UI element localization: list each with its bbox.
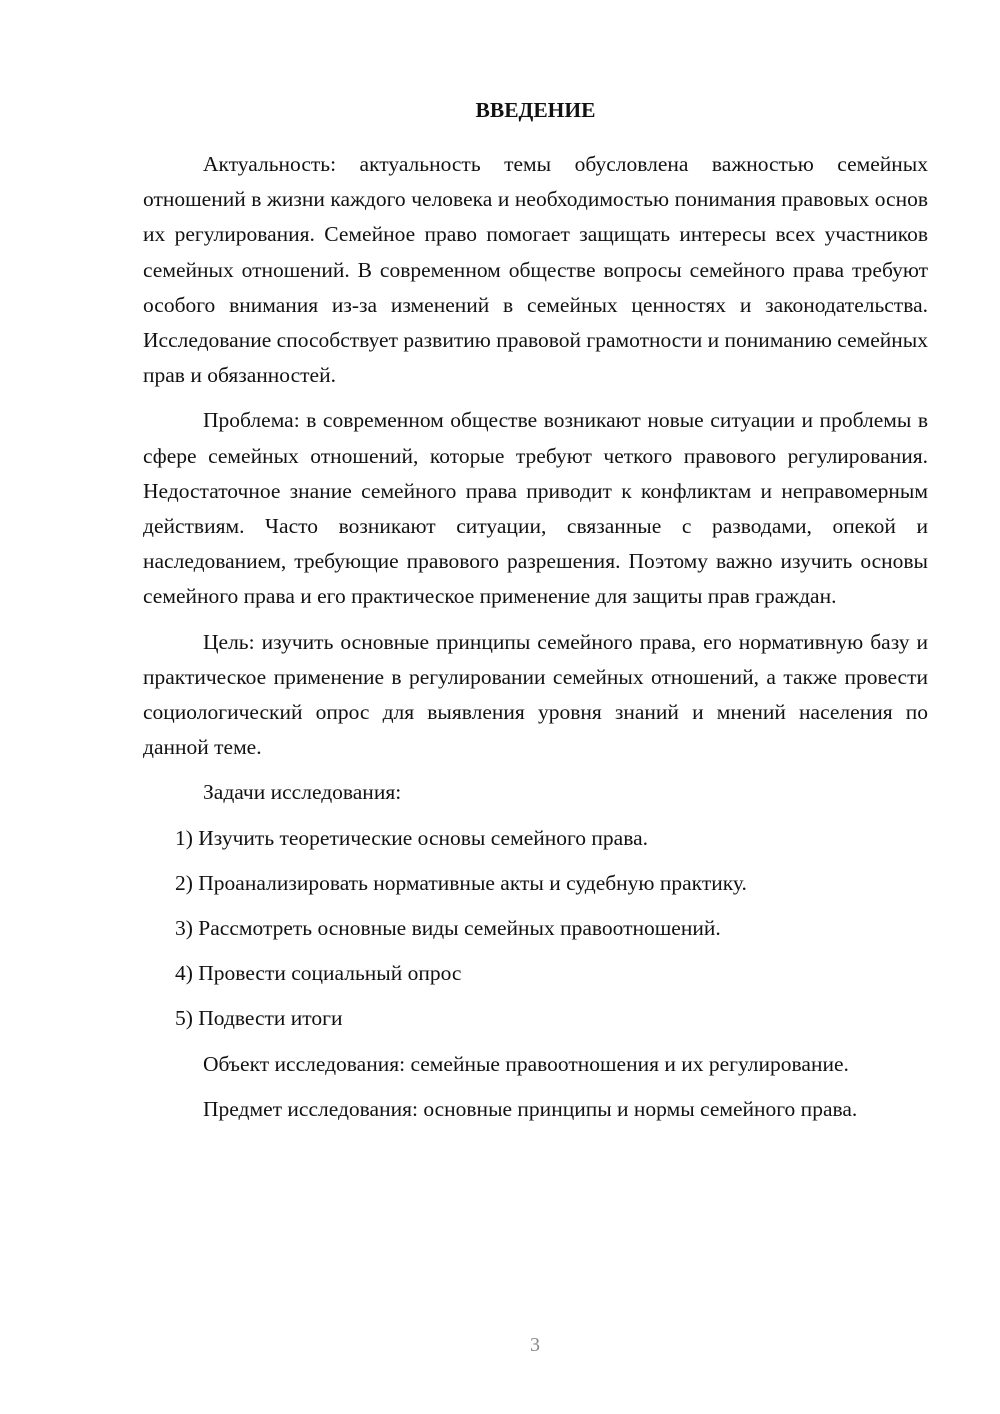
subject-paragraph: Предмет исследования: основные принципы и нормы семейного права.: [203, 1096, 858, 1121]
object-paragraph: Объект исследования: семейные правоотношения и их регулирование.: [203, 1051, 849, 1076]
page-content: [143, 92, 928, 1137]
relevance-paragraph: Актуальность: актуальность темы обусловлена важностью семейных отношений в жизни каждого человека и необходимостью понимания правовых основ их регулирования. Семейное право помогает защищать интересы всех участников семейных отношений. В современном обществе вопросы семейного права требуют особого внимания из-за изменений в семейных ценностях и законодательства. Исследование способствует развитию правовой грамотности и пониманию семейных прав и обязанностей.: [143, 152, 928, 388]
list-item: 4) Провести социальный опрос: [175, 961, 462, 986]
page-number: 3: [530, 1334, 540, 1356]
section-title: ВВЕДЕНИЕ: [475, 98, 596, 122]
list-item: 3) Рассмотреть основные виды семейных правоотношений.: [175, 916, 721, 941]
problem-paragraph: Проблема: в современном обществе возникают новые ситуации и проблемы в сфере семейных отношений, которые требуют четкого правового регулирования. Недостаточное знание семейного права приводит к конфликтам и неправомерным действиям. Часто возникают ситуации, связанные с разводами, опекой и наследованием, требующие правового разрешения. Поэтому важно изучить основы семейного права и его практическое применение для защиты прав граждан.: [143, 408, 928, 609]
tasks-list: [143, 821, 928, 1037]
tasks-heading: Задачи исследования:: [203, 780, 402, 805]
list-item: 2) Проанализировать нормативные акты и судебную практику.: [175, 870, 747, 895]
list-item: 1) Изучить теоретические основы семейного права.: [175, 825, 648, 850]
goal-paragraph: Цель: изучить основные принципы семейного права, его нормативную базу и практическое применение в регулировании семейных отношений, а также провести социологический опрос для выявления уровня знаний и мнений населения по данной теме.: [143, 629, 928, 760]
list-item: 5) Подвести итоги: [175, 1006, 343, 1031]
